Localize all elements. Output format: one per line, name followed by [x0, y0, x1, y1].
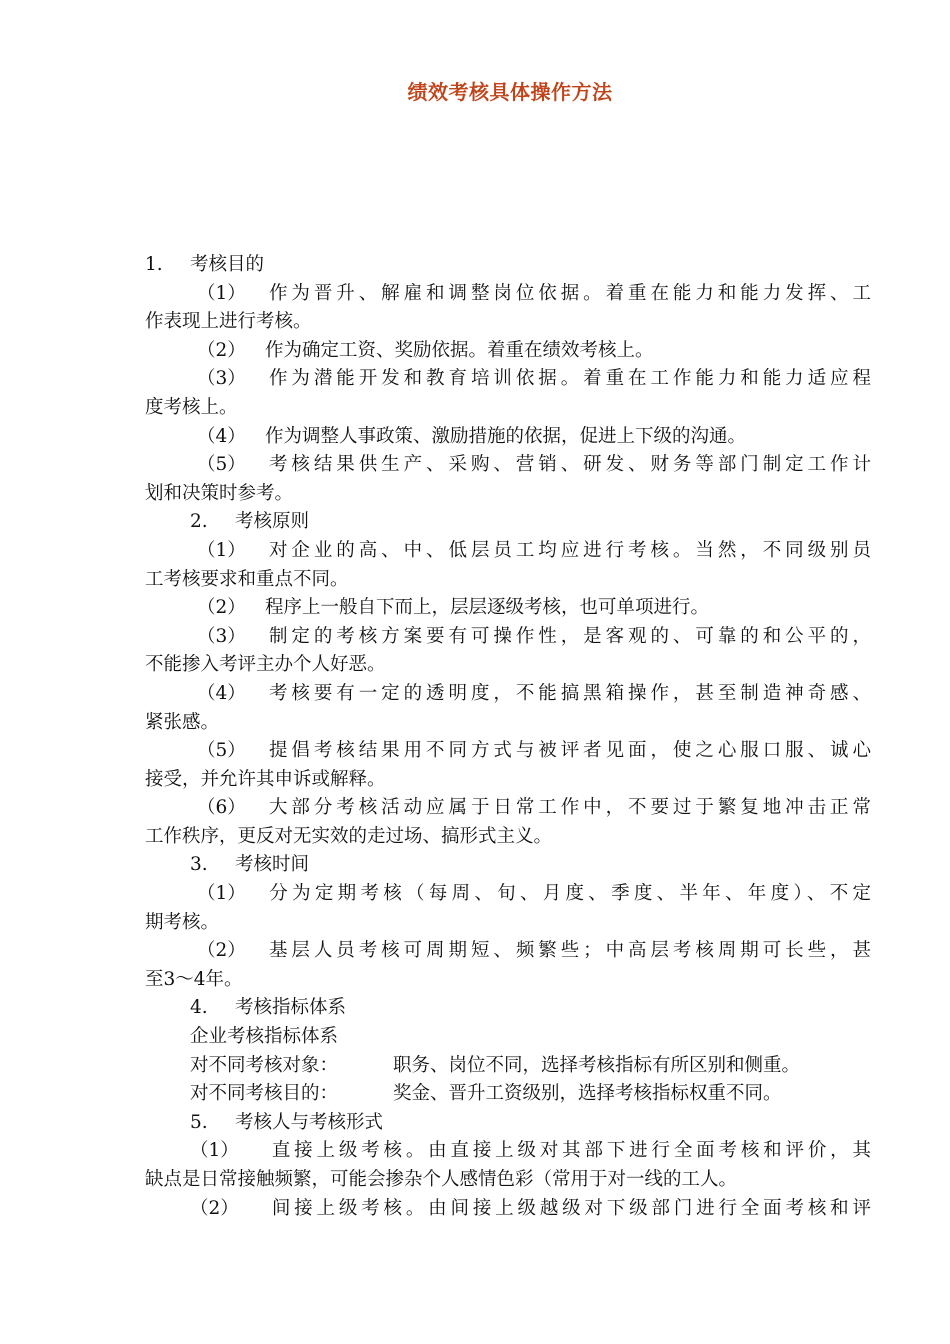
section-heading: 1. 考核目的	[145, 254, 265, 275]
list-item: （2） 间接上级考核。由间接上级越级对下级部门进行全面考核和评	[190, 1197, 871, 1219]
list-item-continuation: 工作秩序，更反对无实效的走过场、搞形式主义。	[145, 825, 553, 847]
list-item: （3） 作为潜能开发和教育培训依据。着重在工作能力和能力适应程	[197, 368, 871, 390]
list-item: （5） 提倡考核结果用不同方式与被评者见面，使之心服口服、诚心	[197, 740, 871, 762]
list-item-continuation: 接受，并允许其申诉或解释。	[145, 768, 386, 790]
document-body	[145, 251, 871, 1223]
list-item: （1） 对企业的高、中、低层员工均应进行考核。当然，不同级别员	[197, 539, 871, 561]
list-item: （3） 制定的考核方案要有可操作性，是客观的、可靠的和公平的，	[197, 625, 871, 647]
list-item-continuation: 工考核要求和重点不同。	[145, 568, 349, 590]
list-item: （1） 作为晋升、解雇和调整岗位依据。着重在能力和能力发挥、工	[197, 282, 871, 304]
indicator-row: 对不同考核目的： 奖金、晋升工资级别，选择考核指标权重不同。	[190, 1083, 782, 1105]
list-item-continuation: 不能掺入考评主办个人好恶。	[145, 654, 386, 676]
list-item-continuation: 至3～4年。	[145, 968, 243, 990]
list-item-continuation: 期考核。	[145, 911, 220, 933]
section-heading: 2. 考核原则	[190, 511, 310, 533]
indicator-row: 对不同考核对象： 职务、岗位不同，选择考核指标有所区别和侧重。	[190, 1054, 801, 1076]
list-item: （4） 作为调整人事政策、激励措施的依据，促进上下级的沟通。	[197, 425, 747, 447]
list-item: （2） 基层人员考核可周期短、频繁些；中高层考核周期可长些，甚	[197, 940, 871, 962]
list-item-continuation: 度考核上。	[145, 396, 238, 418]
section-heading: 3. 考核时间	[190, 854, 310, 876]
list-item: （1） 直接上级考核。由直接上级对其部下进行全面考核和评价，其	[190, 1140, 871, 1162]
list-item-continuation: 划和决策时参考。	[145, 482, 294, 504]
list-item: （6） 大部分考核活动应属于日常工作中，不要过于繁复地冲击正常	[197, 797, 871, 819]
list-item-continuation: 缺点是日常接触频繁，可能会掺杂个人感情色彩（常用于对一线的工人。	[145, 1169, 738, 1190]
subheading: 企业考核指标体系	[190, 1026, 339, 1048]
list-item: （4） 考核要有一定的透明度，不能搞黑箱操作，甚至制造神奇感、	[197, 682, 871, 704]
list-item: （5） 考核结果供生产、采购、营销、研发、财务等部门制定工作计	[197, 454, 871, 476]
list-item-continuation: 作表现上进行考核。	[145, 311, 312, 333]
list-item: （2） 程序上一般自下而上，层层逐级考核，也可单项进行。	[197, 597, 710, 619]
section-heading: 4. 考核指标体系	[190, 997, 347, 1019]
section-heading: 5. 考核人与考核形式	[190, 1111, 384, 1133]
document-title: 绩效考核具体操作方法	[407, 80, 613, 104]
list-item: （1） 分为定期考核（每周、旬、月度、季度、半年、年度）、不定	[197, 883, 871, 905]
list-item-continuation: 紧张感。	[145, 711, 220, 733]
list-item: （2） 作为确定工资、奖励依据。着重在绩效考核上。	[197, 339, 654, 361]
